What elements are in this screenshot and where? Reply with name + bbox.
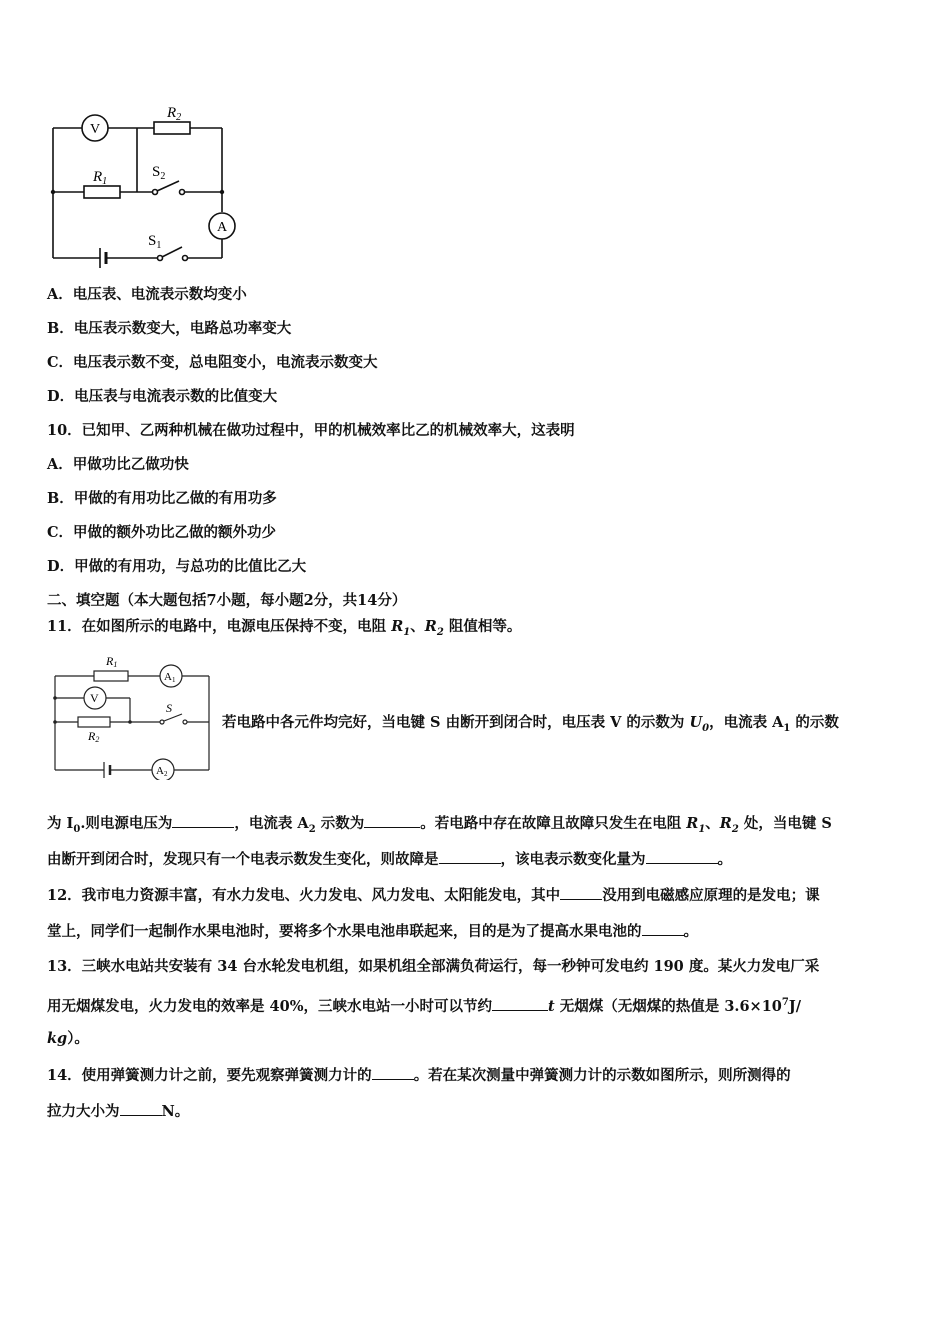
answer-blank[interactable] (642, 921, 684, 936)
q9-option-b: B．电压表示数变大，电路总功率变大 (47, 320, 292, 337)
q14-line-1: 14．使用弹簧测力计之前，要先观察弹簧测力计的 。若在某次测量中弹簧测力计的示数如图所示，则所测得的 (47, 1067, 791, 1084)
circuit-diagram-q9 (40, 92, 250, 270)
answer-blank[interactable] (364, 813, 420, 828)
answer-blank[interactable] (492, 996, 548, 1011)
ammeter-label: A (217, 220, 228, 235)
q14-line-2: 拉力大小为 N。 (47, 1103, 190, 1120)
q9-option-c: C．电压表示数不变，总电阻变小，电流表示数变大 (47, 354, 378, 371)
q13-line-1: 13．三峡水电站共安装有 34 台水轮发电机组，如果机组全部满负荷运行，每一秒钟可发电约 190 度。某火力发电厂采 (47, 958, 820, 975)
q11-r2-label: R2 (88, 729, 100, 744)
q11-a2-label: A2 (156, 765, 168, 778)
q10-option-b: B．甲做的有用功比乙做的有用功多 (47, 490, 277, 507)
q11-stem: 11．在如图所示的电路中，电源电压保持不变，电阻 $R_1$、$R_2$ 阻值相等。 (47, 618, 522, 638)
q11-line-3: 为 $I_0$.则电源电压为 ，电流表 $A_2$ 示数为 。若电路中存在故障且故障只发生在电阻 $R_1$、$R_2$ 处，当电键 S (47, 815, 832, 835)
q11-r1-label: R1 (106, 654, 118, 669)
answer-blank[interactable] (172, 813, 234, 828)
answer-blank[interactable] (646, 849, 718, 864)
q12-line-1: 12．我市电力资源丰富，有水力发电、火力发电、风力发电、太阳能发电，其中 没用到电磁感应原理的是发电；课 (47, 887, 820, 904)
section-heading: 二、填空题（本大题包括7小题，每小题2分，共14分） (47, 592, 407, 609)
q11-text-beside-figure: 若电路中各元件均完好，当电键 S 由断开到闭合时，电压表 V 的示数为 $U_0$，电流表 $A_1$ 的示数 (222, 714, 839, 734)
q9-option-a: A．电压表、电流表示数均变小 (47, 286, 247, 303)
q9-option-d: D．电压表与电流表示数的比值变大 (47, 388, 278, 405)
voltmeter-label: V (90, 122, 101, 137)
q11-line-4: 由断开到闭合时，发现只有一个电表示数发生变化，则故障是 ，该电表示数变化量为 。 (47, 851, 732, 868)
r1-label: $R_1$ (93, 169, 108, 187)
circuit-figure-q11 (48, 652, 216, 780)
q11-a1-label: A1 (164, 671, 176, 684)
q11-v-label: V (90, 691, 99, 705)
q10-stem: 10．已知甲、乙两种机械在做功过程中，甲的机械效率比乙的机械效率大，这表明 (47, 422, 575, 439)
circuit-figure-q9 (40, 92, 250, 270)
r2-label: $R_2$ (167, 105, 182, 123)
q10-option-a: A．甲做功比乙做功快 (47, 456, 189, 473)
q13-line-3: kg）。 (47, 1030, 89, 1047)
q13-line-2: 用无烟煤发电，火力发电的效率是 40%，三峡水电站一小时可以节约 t 无烟煤（无烟煤的热值是 $3.6\times 10^7J/$ (47, 997, 802, 1015)
answer-blank[interactable] (560, 885, 602, 900)
s1-label: $S_1$ (148, 233, 162, 251)
q11-s-label: S (166, 701, 172, 715)
q10-option-c: C．甲做的额外功比乙做的额外功少 (47, 524, 277, 541)
answer-blank[interactable] (120, 1101, 162, 1116)
q10-option-d: D．甲做的有用功，与总功的比值比乙大 (47, 558, 307, 575)
s2-label: $S_2$ (152, 164, 166, 182)
answer-blank[interactable] (372, 1065, 414, 1080)
q12-line-2: 堂上，同学们一起制作水果电池时，要将多个水果电池串联起来，目的是为了提高水果电池的 。 (47, 923, 698, 940)
answer-blank[interactable] (439, 849, 501, 864)
circuit-diagram-q11 (48, 652, 216, 780)
